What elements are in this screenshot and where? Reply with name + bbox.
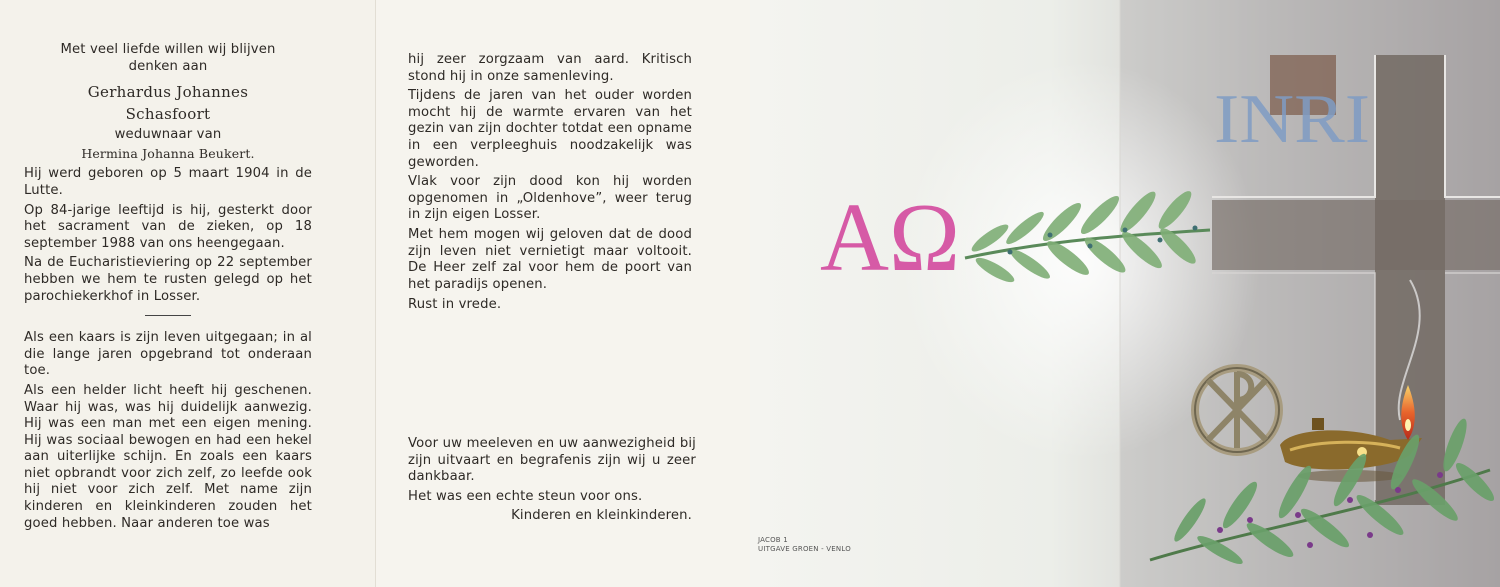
deceased-name-last: Schasfoort (125, 105, 211, 124)
light-paragraph: Als een helder licht heeft hij geschenen. Waar hij was, was hij duidelijk aanwezig. Hij was een man met een eigen mening. Hij was sociaal bewogen en had een hekel aan uiterlijke schijn. En zoals een kaars niet opbrandt voor zich zelf, zo leefde ook hij niet voor zich zelf. Met name zijn kinderen en kleinkinderen zouden het goed hebben. Naar anderen toe was (24, 382, 312, 531)
middle-panel (375, 0, 751, 587)
left-panel (0, 0, 375, 587)
middle-text-column (408, 52, 692, 317)
imprint-publisher: UITGAVE GROEN - VENLO (758, 545, 851, 553)
burial-paragraph: Na de Eucharistieviering op 22 september hebben we hem te rusten gelegd op het parochiekerkhof in Losser. (24, 255, 312, 304)
death-paragraph: Op 84-jarige leeftijd is hij, gesterkt door het sacrament van de zieken, op 18 september 1988 van ons heengegaan. (24, 202, 312, 251)
before-death-paragraph: Vlak voor zijn dood kon hij worden opgenomen in „Oldenhove”, weer terug in zijn eigen Losser. (408, 174, 692, 223)
birth-paragraph: Hij werd geboren op 5 maart 1904 in de Lutte. (24, 166, 312, 198)
alpha-omega-symbol: AΩ (820, 184, 960, 292)
imprint-code: JACOB 1 (758, 536, 788, 544)
religious-artwork (750, 0, 1500, 587)
years-paragraph: Tijdens de jaren van het ouder worden mocht hij de warmte ervaren van het gezin van zijn dochter totdat een opname in een verpleeghuis noodzakelijk was geworden. (408, 88, 692, 170)
signature: Kinderen en kleinkinderen. (511, 508, 692, 524)
spouse-name: Hermina Johanna Beukert. (81, 145, 255, 161)
left-text-column (24, 42, 312, 535)
candle-paragraph: Als een kaars is zijn leven uitgegaan; in al die lange jaren opgebrand tot onderaan toe. (24, 330, 312, 379)
faith-paragraph: Met hem mogen wij geloven dat de dood zijn leven niet vernietigt maar voltooit. De Heer zelf zal voor hem de poort van het paradijs openen. (408, 226, 692, 292)
thanks-column (408, 436, 696, 528)
deceased-name-first: Gerhardus Johannes (87, 83, 249, 102)
inri-inscription: INRI (1214, 81, 1370, 158)
support-paragraph: Het was een echte steun voor ons. (408, 488, 643, 504)
rest-in-peace: Rust in vrede. (408, 297, 502, 313)
publisher-imprint (758, 536, 851, 554)
intro-text: Met veel liefde willen wij blijven denken aan (60, 42, 276, 74)
thanks-paragraph: Voor uw meeleven en uw aanwezigheid bij zijn uitvaart en begrafenis zijn wij u zeer dankbaar. (408, 436, 696, 485)
careful-paragraph: hij zeer zorgzaam van aard. Kritisch stond hij in onze samenleving. (408, 52, 692, 84)
divider-line (145, 315, 191, 316)
artwork-panel (750, 0, 1500, 587)
widower-of-text: weduwnaar van (114, 127, 222, 143)
